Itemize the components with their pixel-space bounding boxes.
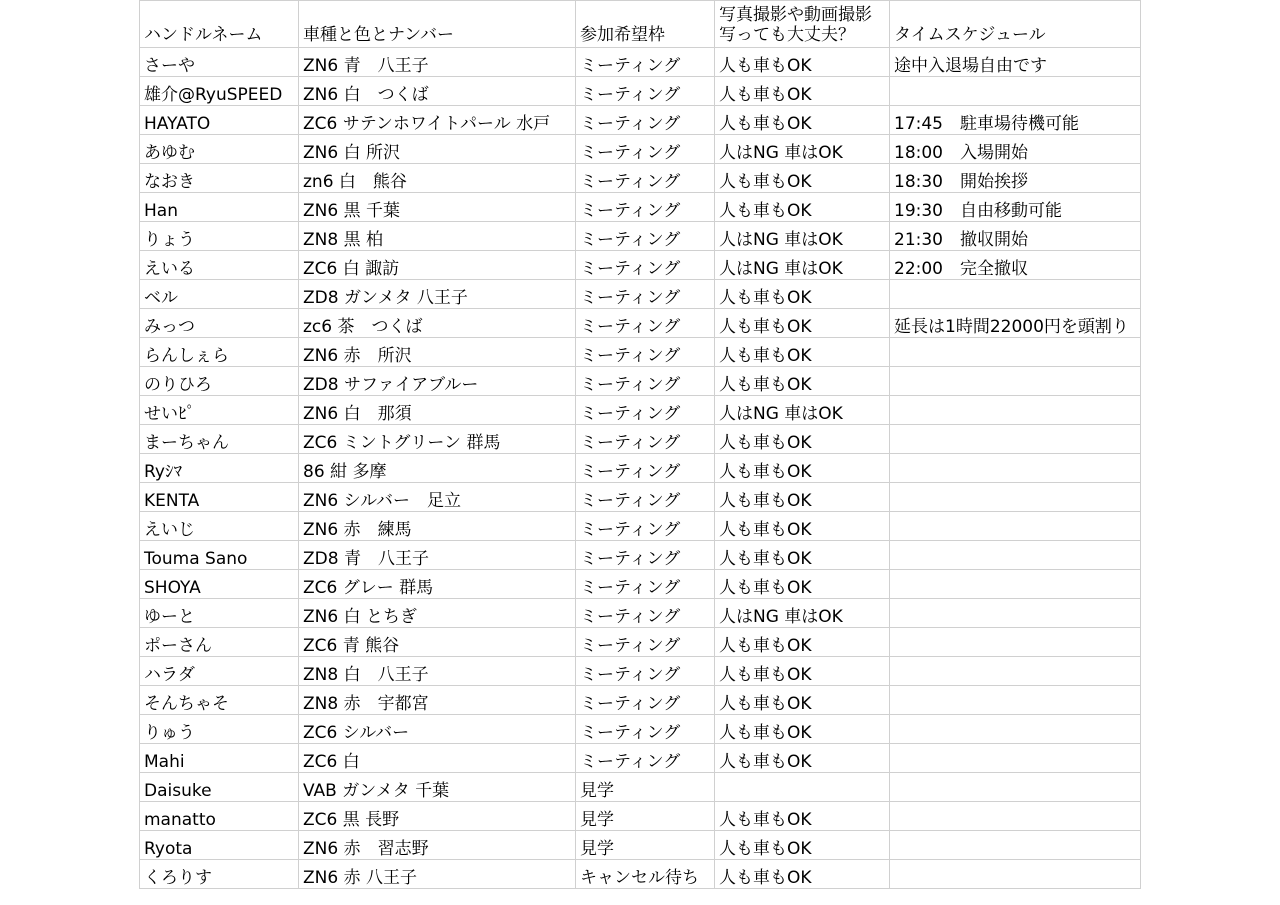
cell-car[interactable]: ZN6 赤 所沢	[299, 338, 576, 367]
cell-schedule[interactable]: 17:45 駐車場待機可能	[890, 106, 1141, 135]
cell-photo[interactable]: 人も車もOK	[715, 367, 890, 396]
cell-car[interactable]: ZD8 青 八王子	[299, 541, 576, 570]
table-row	[140, 222, 1141, 251]
cell-handle[interactable]: まーちゃん	[140, 425, 299, 454]
cell-schedule[interactable]	[890, 338, 1141, 367]
cell-slot[interactable]: ミーティング	[576, 77, 715, 106]
cell-car[interactable]: ZN6 白 つくば	[299, 77, 576, 106]
table-row	[140, 599, 1141, 628]
cell-schedule[interactable]	[890, 802, 1141, 831]
cell-photo[interactable]: 人も車もOK	[715, 454, 890, 483]
table-row	[140, 251, 1141, 280]
cell-car[interactable]: ZD8 サファイアブルー	[299, 367, 576, 396]
cell-photo[interactable]: 人も車もOK	[715, 512, 890, 541]
cell-slot[interactable]: ミーティング	[576, 454, 715, 483]
table-row	[140, 715, 1141, 744]
cell-car[interactable]: ZC6 白 諏訪	[299, 251, 576, 280]
cell-photo[interactable]: 人も車もOK	[715, 338, 890, 367]
cell-slot[interactable]: ミーティング	[576, 628, 715, 657]
cell-slot[interactable]: ミーティング	[576, 135, 715, 164]
cell-schedule[interactable]: 延長は1時間22000円を頭割り	[890, 309, 1141, 338]
cell-handle[interactable]: SHOYA	[140, 570, 299, 599]
table-row	[140, 773, 1141, 802]
cell-car[interactable]: ZC6 白	[299, 744, 576, 773]
cell-car[interactable]: zc6 茶 つくば	[299, 309, 576, 338]
cell-schedule[interactable]	[890, 744, 1141, 773]
table-row	[140, 802, 1141, 831]
table-row	[140, 309, 1141, 338]
cell-car[interactable]: ZC6 ミントグリーン 群馬	[299, 425, 576, 454]
table-row	[140, 570, 1141, 599]
table-row	[140, 48, 1141, 77]
cell-slot[interactable]: ミーティング	[576, 251, 715, 280]
cell-photo[interactable]: 人も車もOK	[715, 164, 890, 193]
cell-car[interactable]: ZC6 青 熊谷	[299, 628, 576, 657]
table-row	[140, 106, 1141, 135]
cell-slot[interactable]: ミーティング	[576, 570, 715, 599]
cell-schedule[interactable]	[890, 77, 1141, 106]
cell-handle[interactable]: みっつ	[140, 309, 299, 338]
cell-photo[interactable]: 人も車もOK	[715, 831, 890, 860]
table-row	[140, 744, 1141, 773]
header-photo-line1: 写真撮影や動画撮影	[719, 5, 872, 25]
cell-schedule[interactable]: 途中入退場自由です	[890, 48, 1141, 77]
cell-slot[interactable]: ミーティング	[576, 396, 715, 425]
cell-handle[interactable]: ゆーと	[140, 599, 299, 628]
cell-photo[interactable]: 人も車もOK	[715, 309, 890, 338]
header-photo-line2: 写っても大丈夫？	[719, 25, 855, 45]
cell-photo[interactable]: 人はNG 車はOK	[715, 135, 890, 164]
cell-handle[interactable]: せいﾋﾟ	[140, 396, 299, 425]
cell-car[interactable]: ZN6 青 八王子	[299, 48, 576, 77]
cell-schedule[interactable]	[890, 686, 1141, 715]
cell-schedule[interactable]	[890, 512, 1141, 541]
cell-schedule[interactable]: 19:30 自由移動可能	[890, 193, 1141, 222]
cell-car[interactable]: ZN6 シルバー 足立	[299, 483, 576, 512]
cell-slot[interactable]: ミーティング	[576, 599, 715, 628]
cell-schedule[interactable]: 22:00 完全撤収	[890, 251, 1141, 280]
cell-handle[interactable]: ベル	[140, 280, 299, 309]
header-car[interactable]: 車種と色とナンバー	[299, 1, 576, 48]
header-row	[140, 1, 1141, 48]
header-photo[interactable]	[715, 1, 890, 48]
table-row	[140, 454, 1141, 483]
table-row	[140, 628, 1141, 657]
cell-photo[interactable]: 人も車もOK	[715, 657, 890, 686]
cell-schedule[interactable]	[890, 715, 1141, 744]
cell-slot[interactable]: ミーティング	[576, 338, 715, 367]
cell-photo[interactable]: 人はNG 車はOK	[715, 599, 890, 628]
cell-car[interactable]: ZN6 白 那須	[299, 396, 576, 425]
cell-photo[interactable]: 人も車もOK	[715, 570, 890, 599]
cell-schedule[interactable]	[890, 280, 1141, 309]
cell-handle[interactable]: Daisuke	[140, 773, 299, 802]
cell-slot[interactable]: ミーティング	[576, 425, 715, 454]
cell-car[interactable]: ZD8 ガンメタ 八王子	[299, 280, 576, 309]
table-row	[140, 164, 1141, 193]
cell-handle[interactable]: KENTA	[140, 483, 299, 512]
header-handle[interactable]: ハンドルネーム	[140, 1, 299, 48]
cell-car[interactable]: ZC6 サテンホワイトパール 水戸	[299, 106, 576, 135]
cell-handle[interactable]: えいじ	[140, 512, 299, 541]
cell-schedule[interactable]	[890, 657, 1141, 686]
cell-car[interactable]: ZN6 白 所沢	[299, 135, 576, 164]
cell-slot[interactable]: ミーティング	[576, 367, 715, 396]
table-row	[140, 483, 1141, 512]
cell-handle[interactable]: あゆむ	[140, 135, 299, 164]
cell-schedule[interactable]	[890, 599, 1141, 628]
cell-slot[interactable]: 見学	[576, 773, 715, 802]
cell-photo[interactable]: 人も車もOK	[715, 802, 890, 831]
cell-slot[interactable]: ミーティング	[576, 744, 715, 773]
cell-photo[interactable]: 人も車もOK	[715, 860, 890, 889]
table-row	[140, 367, 1141, 396]
cell-handle[interactable]: 雄介@RyuSPEED	[140, 77, 299, 106]
cell-slot[interactable]: ミーティング	[576, 193, 715, 222]
cell-car[interactable]: 86 紺 多摩	[299, 454, 576, 483]
cell-slot[interactable]: ミーティング	[576, 106, 715, 135]
cell-handle[interactable]: そんちゃそ	[140, 686, 299, 715]
cell-slot[interactable]: ミーティング	[576, 657, 715, 686]
cell-handle[interactable]: りょう	[140, 222, 299, 251]
cell-handle[interactable]: Touma Sano	[140, 541, 299, 570]
cell-photo[interactable]: 人も車もOK	[715, 77, 890, 106]
table-row	[140, 657, 1141, 686]
cell-schedule[interactable]	[890, 454, 1141, 483]
cell-slot[interactable]: ミーティング	[576, 686, 715, 715]
cell-schedule[interactable]	[890, 541, 1141, 570]
table-row	[140, 860, 1141, 889]
cell-schedule[interactable]	[890, 483, 1141, 512]
cell-schedule[interactable]	[890, 367, 1141, 396]
table-row	[140, 396, 1141, 425]
cell-photo[interactable]	[715, 773, 890, 802]
cell-slot[interactable]: ミーティング	[576, 715, 715, 744]
table-row	[140, 512, 1141, 541]
sheet-body	[140, 1, 1141, 889]
table-row	[140, 193, 1141, 222]
cell-schedule[interactable]	[890, 860, 1141, 889]
participant-sheet	[139, 0, 1141, 889]
cell-car[interactable]: ZN8 白 八王子	[299, 657, 576, 686]
cell-slot[interactable]: ミーティング	[576, 48, 715, 77]
cell-handle[interactable]: manatto	[140, 802, 299, 831]
cell-car[interactable]: ZN6 赤 練馬	[299, 512, 576, 541]
cell-schedule[interactable]	[890, 628, 1141, 657]
cell-schedule[interactable]: 18:00 入場開始	[890, 135, 1141, 164]
cell-schedule[interactable]	[890, 773, 1141, 802]
cell-handle[interactable]: のりひろ	[140, 367, 299, 396]
table-row	[140, 541, 1141, 570]
table-row	[140, 686, 1141, 715]
cell-slot[interactable]: 見学	[576, 802, 715, 831]
cell-slot[interactable]: ミーティング	[576, 280, 715, 309]
cell-slot[interactable]: ミーティング	[576, 164, 715, 193]
cell-schedule[interactable]: 18:30 開始挨拶	[890, 164, 1141, 193]
cell-photo[interactable]: 人も車もOK	[715, 628, 890, 657]
cell-handle[interactable]: Ryota	[140, 831, 299, 860]
cell-car[interactable]: ZN8 黒 柏	[299, 222, 576, 251]
cell-photo[interactable]: 人も車もOK	[715, 744, 890, 773]
cell-photo[interactable]: 人はNG 車はOK	[715, 251, 890, 280]
cell-handle[interactable]: くろりす	[140, 860, 299, 889]
cell-car[interactable]: ZN6 赤 習志野	[299, 831, 576, 860]
cell-photo[interactable]: 人も車もOK	[715, 280, 890, 309]
cell-slot[interactable]: ミーティング	[576, 512, 715, 541]
cell-schedule[interactable]	[890, 425, 1141, 454]
cell-handle[interactable]: Mahi	[140, 744, 299, 773]
cell-photo[interactable]: 人も車もOK	[715, 715, 890, 744]
cell-car[interactable]: ZC6 黒 長野	[299, 802, 576, 831]
cell-car[interactable]: ZN6 白 とちぎ	[299, 599, 576, 628]
cell-handle[interactable]: りゅう	[140, 715, 299, 744]
cell-photo[interactable]: 人はNG 車はOK	[715, 396, 890, 425]
cell-schedule[interactable]	[890, 570, 1141, 599]
header-schedule[interactable]: タイムスケジュール	[890, 1, 1141, 48]
cell-slot[interactable]: ミーティング	[576, 309, 715, 338]
cell-photo[interactable]: 人も車もOK	[715, 686, 890, 715]
cell-schedule[interactable]	[890, 396, 1141, 425]
header-slot[interactable]: 参加希望枠	[576, 1, 715, 48]
cell-slot[interactable]: 見学	[576, 831, 715, 860]
table-row	[140, 77, 1141, 106]
cell-handle[interactable]: なおき	[140, 164, 299, 193]
cell-photo[interactable]: 人も車もOK	[715, 425, 890, 454]
cell-handle[interactable]: Ryｼﾏ	[140, 454, 299, 483]
cell-photo[interactable]: 人も車もOK	[715, 193, 890, 222]
cell-handle[interactable]: HAYATO	[140, 106, 299, 135]
cell-car[interactable]: ZN6 赤 八王子	[299, 860, 576, 889]
table-row	[140, 425, 1141, 454]
cell-car[interactable]: ZN6 黒 千葉	[299, 193, 576, 222]
cell-handle[interactable]: ハラダ	[140, 657, 299, 686]
cell-car[interactable]: zn6 白 熊谷	[299, 164, 576, 193]
table-row	[140, 831, 1141, 860]
cell-slot[interactable]: ミーティング	[576, 222, 715, 251]
cell-photo[interactable]: 人も車もOK	[715, 483, 890, 512]
cell-slot[interactable]: ミーティング	[576, 541, 715, 570]
cell-schedule[interactable]	[890, 831, 1141, 860]
cell-car[interactable]: ZC6 グレー 群馬	[299, 570, 576, 599]
cell-car[interactable]: ZN8 赤 宇都宮	[299, 686, 576, 715]
cell-handle[interactable]: Han	[140, 193, 299, 222]
cell-slot[interactable]: キャンセル待ち	[576, 860, 715, 889]
cell-photo[interactable]: 人も車もOK	[715, 541, 890, 570]
cell-car[interactable]: ZC6 シルバー	[299, 715, 576, 744]
cell-photo[interactable]: 人も車もOK	[715, 48, 890, 77]
cell-car[interactable]: VAB ガンメタ 千葉	[299, 773, 576, 802]
table-row	[140, 338, 1141, 367]
cell-photo[interactable]: 人はNG 車はOK	[715, 222, 890, 251]
table-row	[140, 280, 1141, 309]
cell-handle[interactable]: えいる	[140, 251, 299, 280]
cell-slot[interactable]: ミーティング	[576, 483, 715, 512]
cell-handle[interactable]: ポーさん	[140, 628, 299, 657]
cell-photo[interactable]: 人も車もOK	[715, 106, 890, 135]
table-row	[140, 135, 1141, 164]
cell-schedule[interactable]: 21:30 撤収開始	[890, 222, 1141, 251]
cell-handle[interactable]: らんしぇら	[140, 338, 299, 367]
cell-handle[interactable]: さーや	[140, 48, 299, 77]
